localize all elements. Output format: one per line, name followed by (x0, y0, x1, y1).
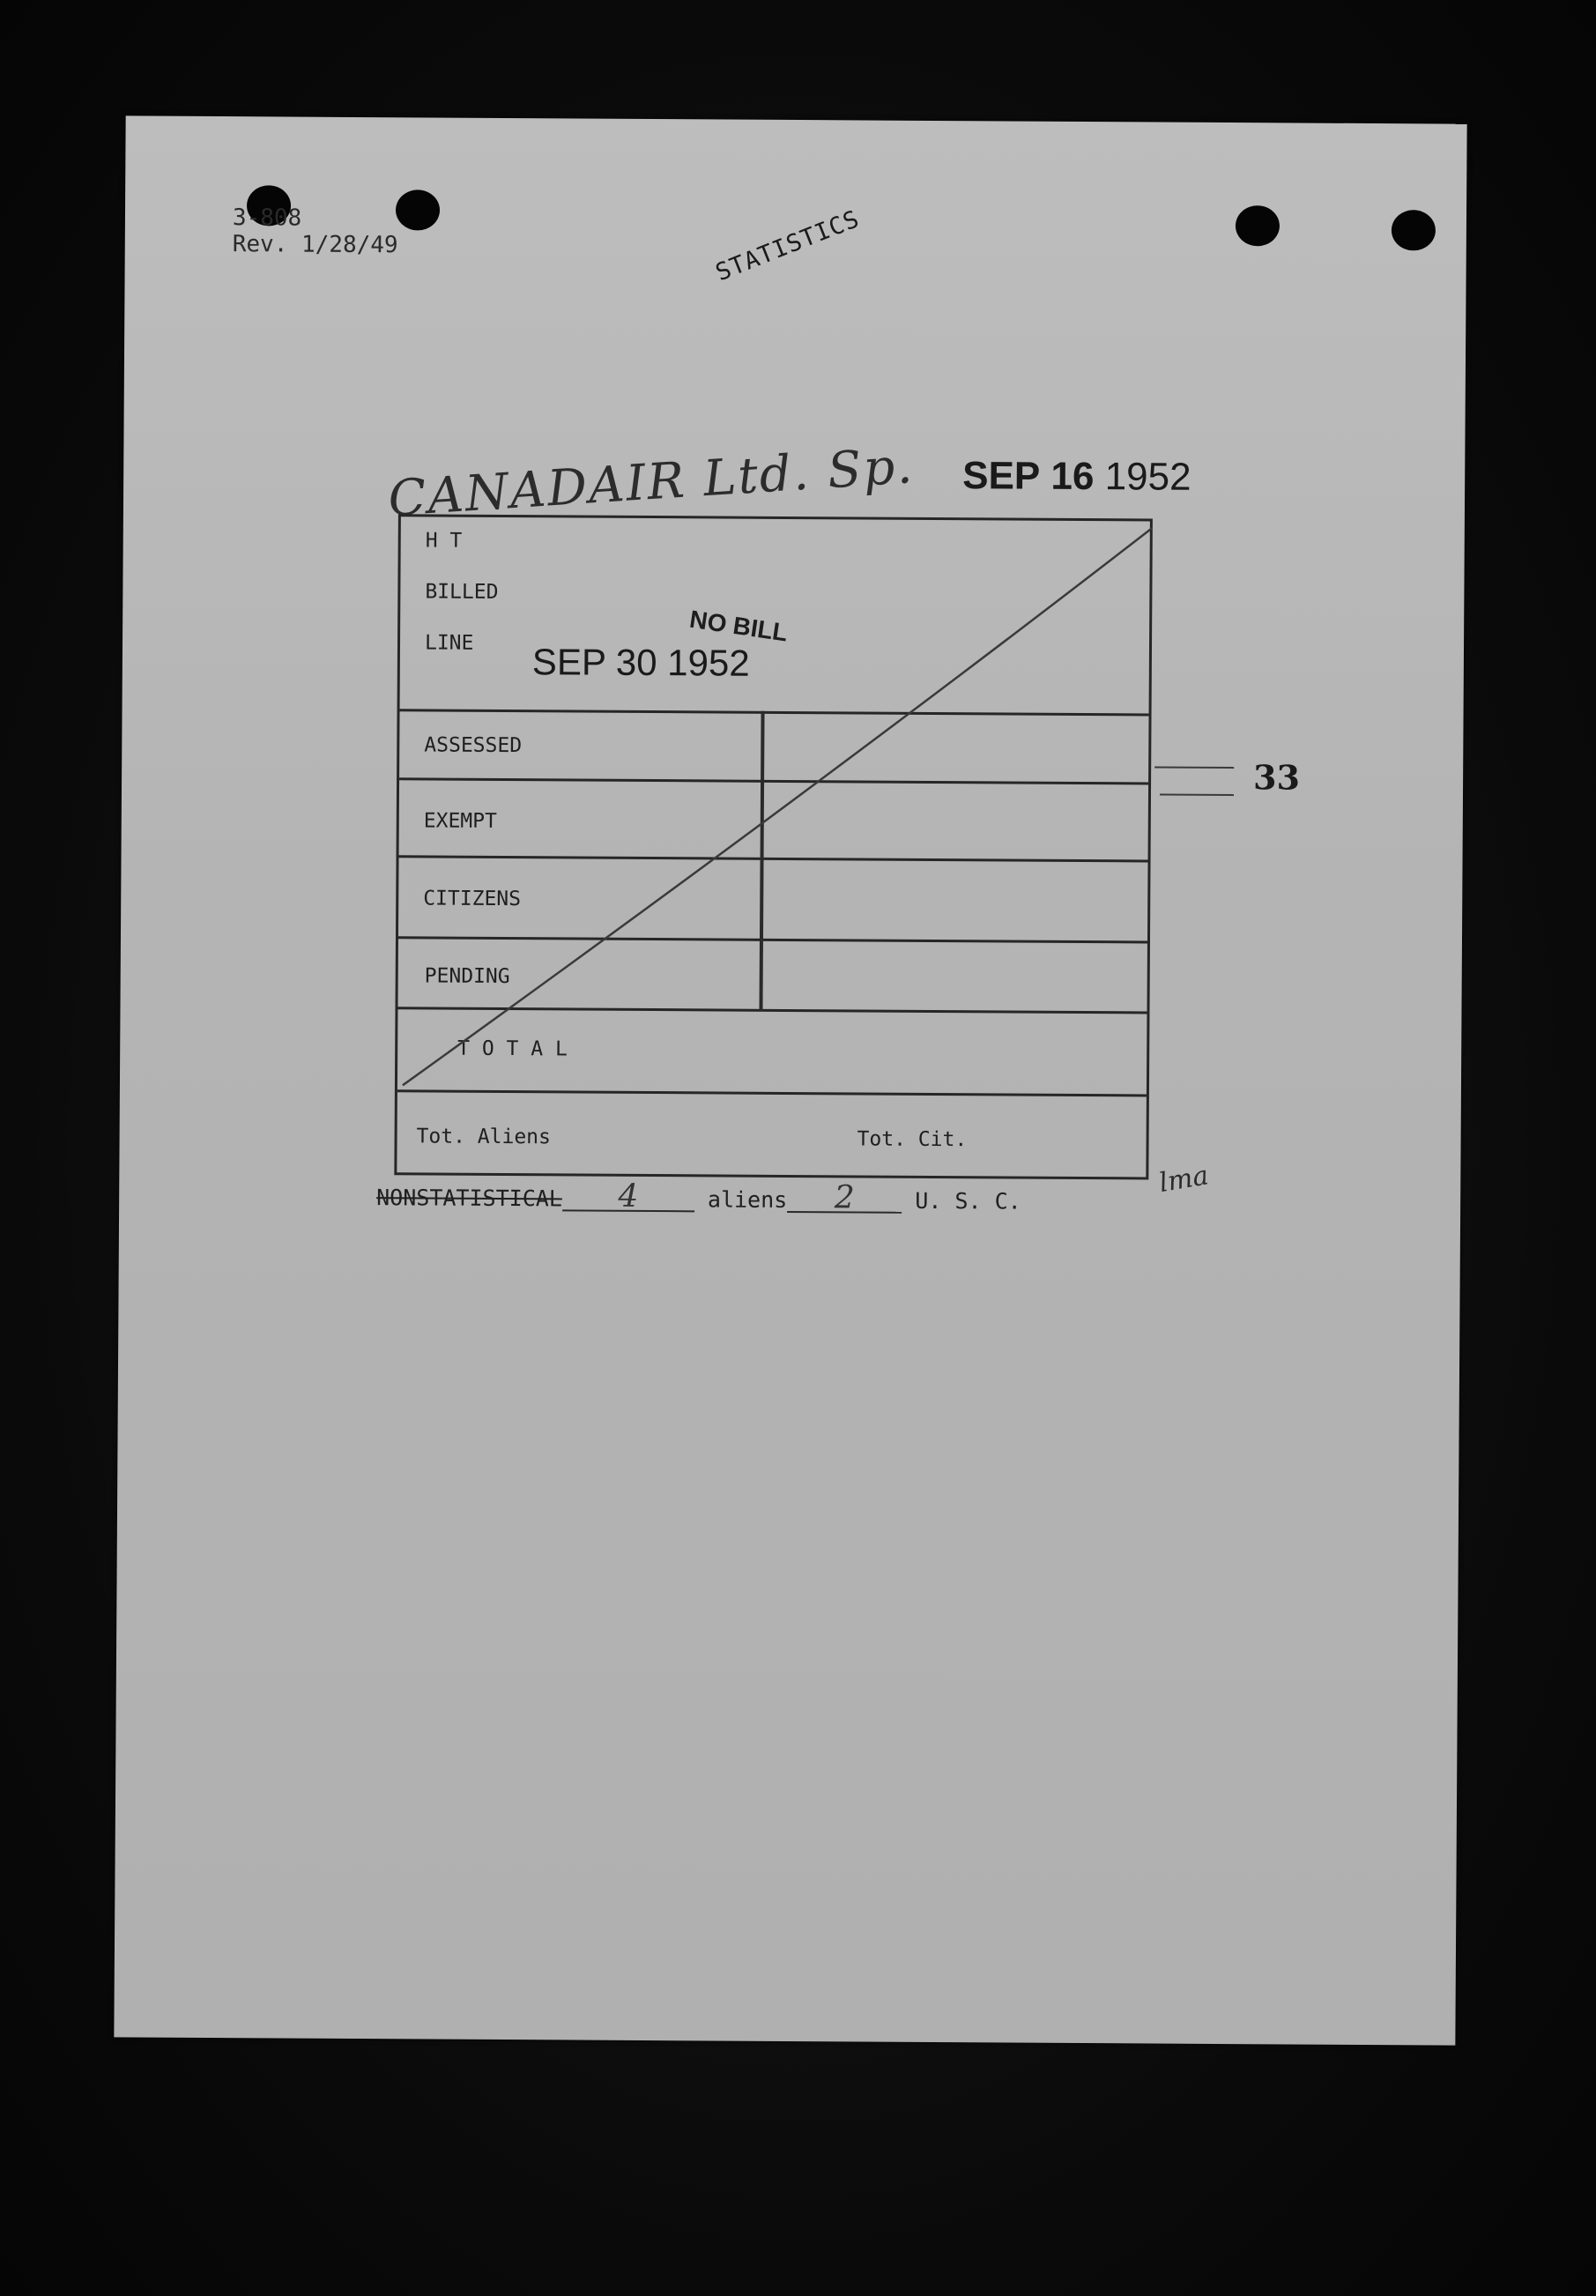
row-label-exempt: EXEMPT (423, 809, 497, 833)
total-label: T O T A L (457, 1037, 568, 1061)
aliens-label: aliens (707, 1186, 788, 1213)
received-date-day: 16 (1050, 454, 1095, 499)
usc-count-field: 2 (787, 1185, 902, 1214)
side-count-number: 33 (1252, 757, 1301, 798)
form-number: 3-808 (232, 204, 302, 232)
nonstatistical-label: NONSTATISTICAL (376, 1185, 562, 1212)
statistics-form-grid (394, 514, 1153, 1179)
form-identifier (233, 204, 398, 258)
received-date-year: 1952 (1104, 455, 1191, 499)
usc-label: U. S. C. (915, 1187, 1021, 1215)
company-name: CANADAIR Ltd. Sp. (386, 437, 916, 528)
punch-hole-top-right-2 (1392, 210, 1436, 250)
side-tick-mark (1160, 794, 1234, 797)
tot-cit-label: Tot. Cit. (857, 1127, 968, 1152)
statistics-stamp: STATISTICS (711, 204, 864, 287)
cancel-diagonal-line (397, 516, 1155, 1182)
row-label-citizens: CITIZENS (423, 887, 522, 911)
handwritten-initials: lma (1156, 1160, 1211, 1200)
document-page (114, 115, 1466, 2045)
punch-hole-top-left-2 (396, 189, 440, 230)
row-label-billed: BILLED (425, 580, 499, 604)
punch-hole-top-right-1 (1236, 205, 1280, 246)
side-tick-mark (1154, 767, 1234, 769)
nonstatistical-line (376, 1178, 1021, 1216)
row-label-ht: H T (425, 529, 463, 553)
no-bill-stamp: NO BILL (687, 605, 790, 647)
row-label-assessed: ASSESSED (424, 733, 523, 758)
row-label-pending: PENDING (424, 964, 510, 989)
received-date-month: SEP (962, 454, 1041, 498)
received-date-stamp (962, 454, 1191, 500)
aliens-count-field: 4 (562, 1183, 694, 1212)
form-revision: Rev. 1/28/49 (232, 231, 398, 259)
line-date-stamp: SEP 30 1952 (531, 641, 750, 684)
row-label-line: LINE (424, 631, 474, 655)
tot-aliens-label: Tot. Aliens (416, 1125, 552, 1149)
